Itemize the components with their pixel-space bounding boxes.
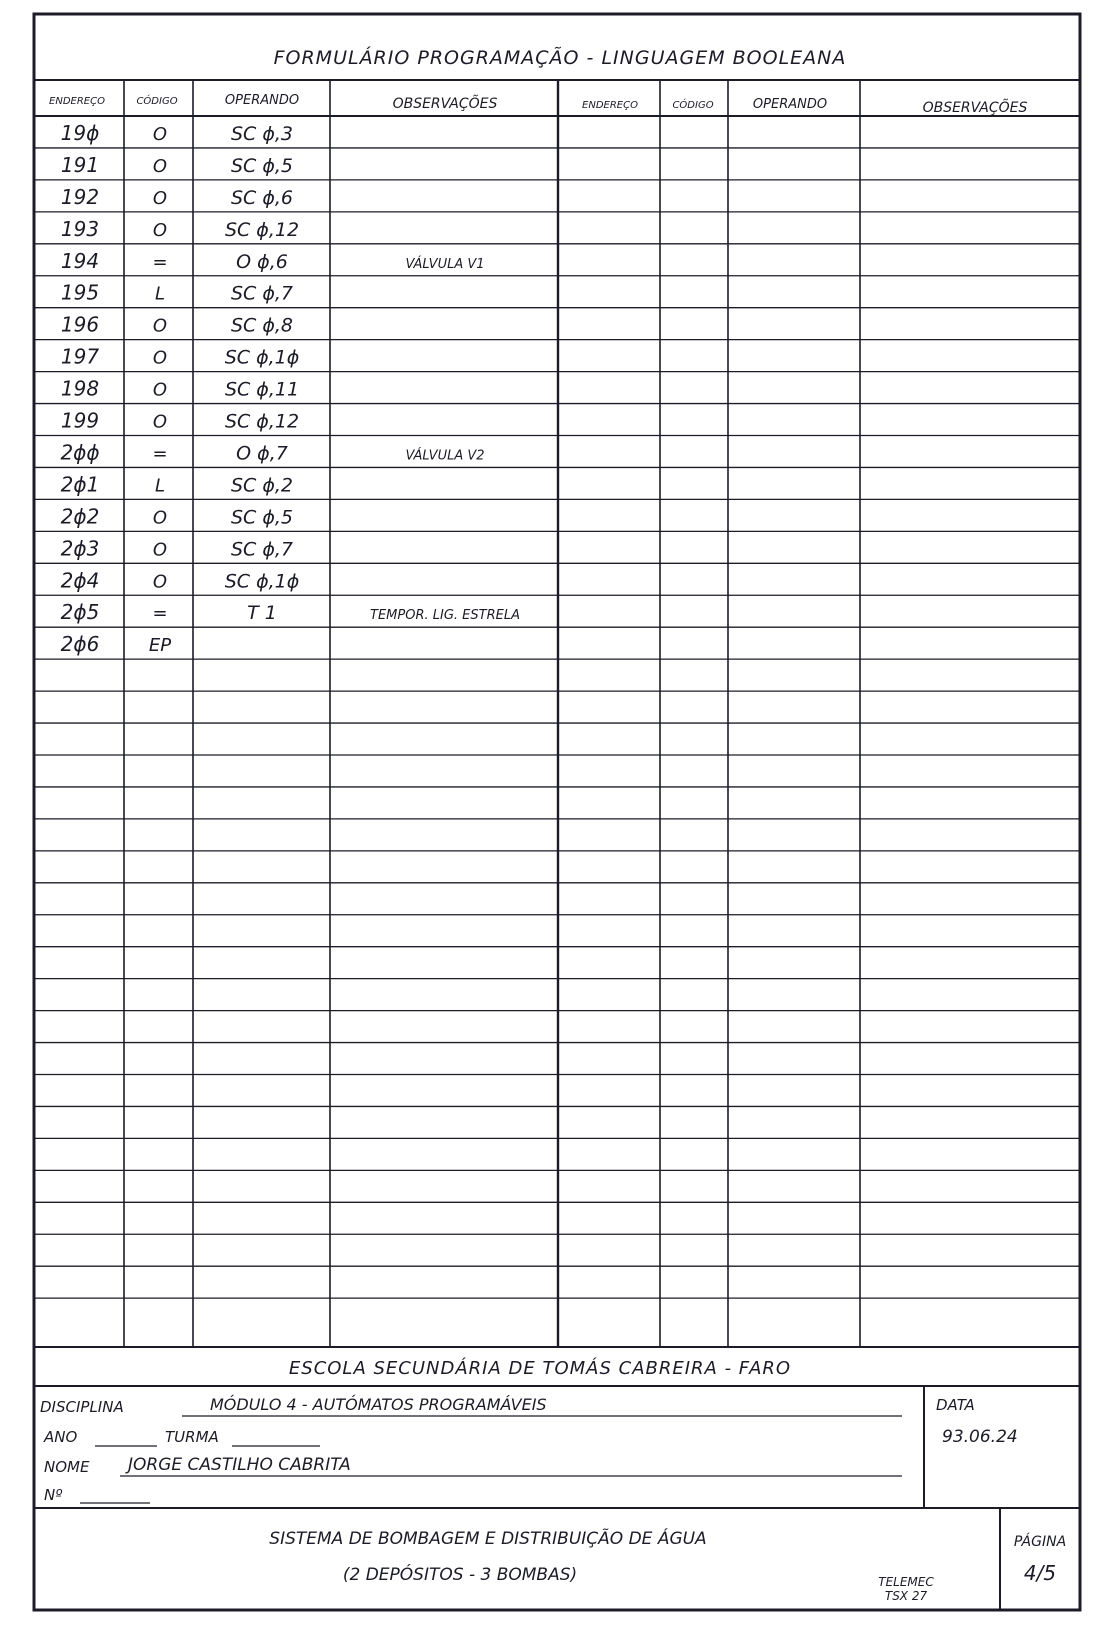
column-header-codigo: CÓDIGO (136, 96, 178, 107)
column-header-endereco-2: ENDEREÇO (582, 100, 638, 111)
data-label: DATA (936, 1396, 975, 1414)
address-cell: 2ϕ5 (60, 600, 100, 625)
address-cell: 195 (60, 280, 100, 305)
code-cell: O (152, 571, 168, 593)
code-cell: EP (148, 635, 172, 657)
code-cell: O (152, 347, 168, 369)
address-cell: 2ϕϕ (60, 440, 100, 465)
nome-value: JORGE CASTILHO CABRITA (128, 1455, 351, 1475)
device-model-line1: TELEMEC (878, 1575, 934, 1589)
program-row (61, 600, 520, 624)
system-title-line1: SISTEMA DE BOMBAGEM E DISTRIBUIÇÃO DE ÁGUA (269, 1529, 707, 1549)
data-value: 93.06.24 (942, 1427, 1018, 1447)
operand-cell: SC ϕ,8 (230, 314, 294, 337)
program-row (61, 568, 300, 592)
address-cell: 193 (60, 216, 100, 241)
program-row (61, 536, 293, 560)
address-cell: 192 (60, 184, 100, 209)
code-cell: = (152, 251, 168, 273)
address-cell: 191 (60, 152, 100, 177)
column-header-operando: OPERANDO (224, 93, 300, 108)
operand-cell: SC ϕ,6 (230, 186, 294, 209)
code-cell: O (152, 187, 168, 209)
operand-cell: SC ϕ,12 (224, 218, 300, 241)
program-row (61, 185, 293, 209)
address-cell: 2ϕ2 (60, 504, 100, 529)
code-cell: O (152, 411, 168, 433)
code-cell: O (152, 315, 168, 337)
operand-cell: T 1 (247, 602, 277, 625)
device-model-line2: TSX 27 (884, 1589, 928, 1603)
code-cell: O (152, 155, 168, 177)
operand-cell: SC ϕ,3 (230, 122, 294, 145)
column-header-observacoes-2: OBSERVAÇÕES (922, 100, 1028, 116)
column-header-endereco: ENDEREÇO (49, 96, 105, 107)
column-header-observacoes: OBSERVAÇÕES (392, 96, 498, 112)
program-row (61, 345, 299, 369)
code-cell: O (152, 219, 168, 241)
disciplina-label: DISCIPLINA (40, 1398, 124, 1416)
address-cell: 19ϕ (60, 120, 100, 145)
disciplina-value: MÓDULO 4 - AUTÓMATOS PROGRAMÁVEIS (210, 1395, 547, 1414)
program-row (61, 121, 293, 145)
program-row (61, 281, 293, 305)
operand-cell: SC ϕ,1ϕ (224, 570, 300, 593)
nome-label: NOME (44, 1458, 90, 1476)
code-cell: L (154, 283, 166, 305)
operand-cell: SC ϕ,7 (230, 282, 294, 305)
address-cell: 2ϕ1 (60, 472, 100, 497)
address-cell: 2ϕ4 (60, 568, 100, 593)
address-cell: 198 (60, 376, 100, 401)
address-cell: 194 (60, 248, 100, 273)
operand-cell: SC ϕ,1ϕ (224, 346, 300, 369)
address-cell: 196 (60, 312, 100, 337)
operand-cell: SC ϕ,2 (230, 474, 294, 497)
code-cell: = (152, 603, 168, 625)
code-cell: L (154, 475, 166, 497)
operand-cell: SC ϕ,5 (230, 506, 294, 529)
program-row (61, 377, 299, 401)
operand-cell: O ϕ,7 (236, 442, 288, 465)
ano-label: ANO (44, 1428, 78, 1446)
code-cell: O (152, 123, 168, 145)
program-row (61, 472, 293, 496)
operand-cell: SC ϕ,12 (224, 410, 300, 433)
column-headers (49, 93, 1027, 116)
operand-cell: O ϕ,6 (236, 250, 288, 273)
turma-label: TURMA (165, 1428, 219, 1446)
pagina-label: PÁGINA (1013, 1534, 1067, 1550)
operand-cell: SC ϕ,11 (224, 378, 300, 401)
program-row (61, 409, 299, 433)
observation-cell: VÁLVULA V1 (405, 256, 485, 272)
form-title: FORMULÁRIO PROGRAMAÇÃO - LINGUAGEM BOOLEANA (273, 47, 847, 69)
observation-cell: VÁLVULA V2 (405, 448, 485, 464)
code-cell: O (152, 539, 168, 561)
observation-cell: TEMPOR. LIG. ESTRELA (370, 608, 520, 624)
program-row (61, 153, 293, 177)
program-row (61, 217, 299, 241)
address-cell: 2ϕ3 (60, 536, 100, 561)
code-cell: O (152, 379, 168, 401)
code-cell: O (152, 507, 168, 529)
column-header-codigo-2: CÓDIGO (672, 100, 714, 111)
program-row (61, 504, 293, 528)
code-cell: = (152, 443, 168, 465)
program-rows (60, 121, 520, 656)
column-header-operando-2: OPERANDO (752, 97, 828, 112)
numero-label: Nº (44, 1486, 63, 1504)
address-cell: 199 (60, 408, 100, 433)
operand-cell: SC ϕ,7 (230, 538, 294, 561)
program-row (61, 632, 172, 656)
program-row (61, 313, 293, 337)
pagina-value: 4/5 (1023, 1561, 1057, 1585)
program-grid (34, 80, 1080, 1347)
address-cell: 197 (60, 344, 100, 369)
address-cell: 2ϕ6 (60, 632, 100, 657)
system-title-line2: (2 DEPÓSITOS - 3 BOMBAS) (342, 1565, 578, 1585)
school-name: ESCOLA SECUNDÁRIA DE TOMÁS CABREIRA - FARO (288, 1358, 792, 1379)
operand-cell: SC ϕ,5 (230, 154, 294, 177)
